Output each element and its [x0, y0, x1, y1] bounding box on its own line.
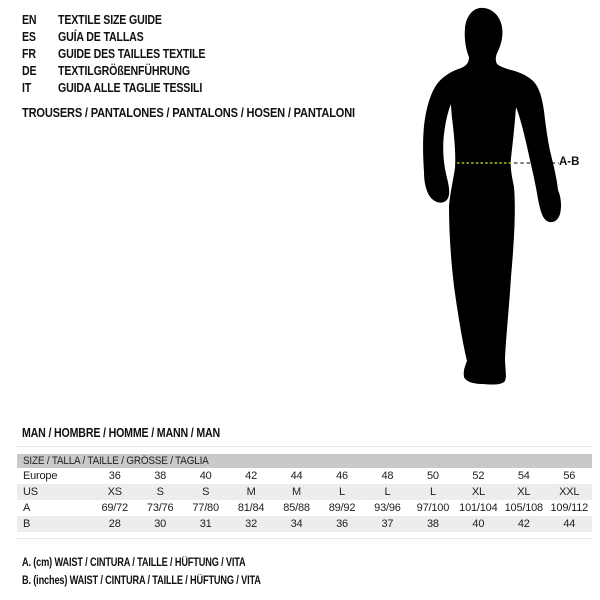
lang-title-es: GUÍA DE TALLAS [58, 30, 144, 44]
language-row-es [22, 29, 231, 46]
size-cell: 101/104 [459, 502, 498, 514]
lang-code-en: EN [22, 13, 37, 27]
size-cell: 93/96 [374, 502, 401, 514]
language-row-fr [22, 46, 231, 63]
lang-code-de: DE [22, 64, 37, 78]
size-cell: 42 [517, 518, 530, 530]
separator-bottom [17, 538, 592, 539]
lang-title-fr: GUIDE DES TAILLES TEXTILE [58, 47, 206, 61]
size-cell: 56 [563, 470, 576, 482]
footnote-inches [22, 572, 320, 590]
size-cell: 54 [517, 470, 530, 482]
size-cell: S [156, 486, 164, 498]
row-label-us: US [23, 486, 38, 498]
size-cell: 89/92 [328, 502, 356, 514]
size-cell: 77/80 [192, 502, 219, 514]
size-cell: 31 [199, 518, 212, 530]
size-table-header [17, 454, 592, 468]
man-silhouette-svg [400, 0, 600, 400]
size-cell: 48 [381, 470, 394, 482]
size-cell: 52 [472, 470, 485, 482]
size-cell: L [429, 486, 436, 498]
size-table-row-a [17, 500, 592, 516]
footnote-cm [22, 554, 301, 572]
section-title-text: MAN / HOMBRE / HOMME / MANN / MAN [22, 426, 221, 440]
garment-category-title [22, 104, 414, 121]
size-table-row-europe [17, 468, 592, 484]
man-silhouette [423, 8, 561, 385]
size-cell: 28 [108, 518, 121, 530]
size-cell: 69/72 [101, 502, 128, 514]
lang-title-it: GUIDA ALLE TAGLIE TESSILI [58, 81, 203, 95]
row-label-b: B [23, 518, 31, 530]
size-cell: 50 [426, 470, 439, 482]
size-cell: M [246, 486, 256, 498]
lang-title-de: TEXTILGRÖßENFÜHRUNG [58, 64, 190, 78]
language-row-de [22, 63, 231, 80]
size-cell: 30 [154, 518, 167, 530]
size-cell: 81/84 [237, 502, 265, 514]
size-cell: 38 [154, 470, 167, 482]
man-silhouette-figure [400, 0, 600, 400]
size-cell: 40 [199, 470, 212, 482]
section-title-man [22, 425, 255, 441]
lang-code-fr: FR [22, 47, 36, 61]
lang-code-es: ES [22, 30, 36, 44]
size-cell: 40 [472, 518, 485, 530]
size-cell: 36 [108, 470, 121, 482]
size-table-row-us [17, 484, 592, 500]
lang-code-it: IT [22, 81, 32, 95]
separator-top [17, 446, 592, 447]
size-cell: 73/76 [146, 502, 174, 514]
footnote-cm-text: A. (cm) WAIST / CINTURA / TAILLE / HÜFTUNG / VITA [22, 557, 246, 569]
size-cell: L [339, 486, 345, 498]
size-table-row-b [17, 516, 592, 532]
size-cell: XXL [559, 486, 580, 498]
row-label-a: A [23, 502, 31, 514]
size-cell: 38 [426, 518, 439, 530]
footnote-inches-text: B. (inches) WAIST / CINTURA / TAILLE / HÜFTUNG / VITA [22, 575, 261, 587]
language-row-it [22, 80, 231, 97]
lang-title-en: TEXTILE SIZE GUIDE [58, 13, 162, 27]
size-cell: 37 [381, 518, 394, 530]
size-cell: M [292, 486, 302, 498]
size-cell: XS [107, 486, 122, 498]
size-cell: 109/112 [550, 502, 589, 514]
size-cell: 36 [336, 518, 348, 530]
size-cell: 42 [245, 470, 257, 482]
size-cell: L [384, 486, 391, 498]
size-cell: 32 [245, 518, 257, 530]
size-cell: S [202, 486, 210, 498]
size-cell: 105/108 [504, 502, 543, 514]
size-table [17, 454, 592, 532]
size-cell: XL [517, 486, 531, 498]
size-cell: 34 [290, 518, 303, 530]
measure-label-ab: A-B [559, 156, 580, 168]
size-table-header-text: SIZE / TALLA / TAILLE / GRÖSSE / TAGLIA [23, 455, 209, 467]
size-cell: 44 [290, 470, 303, 482]
size-cell: 97/100 [416, 502, 450, 514]
language-title-list [22, 12, 231, 97]
size-cell: XL [471, 486, 485, 498]
size-cell: 85/88 [283, 502, 310, 514]
size-cell: 44 [563, 518, 576, 530]
language-row-en [22, 12, 231, 29]
size-cell: 46 [336, 470, 348, 482]
row-label-europe: Europe [23, 470, 58, 482]
garment-category-text: TROUSERS / PANTALONES / PANTALONS / HOSEN / PANTALONI [22, 105, 355, 120]
